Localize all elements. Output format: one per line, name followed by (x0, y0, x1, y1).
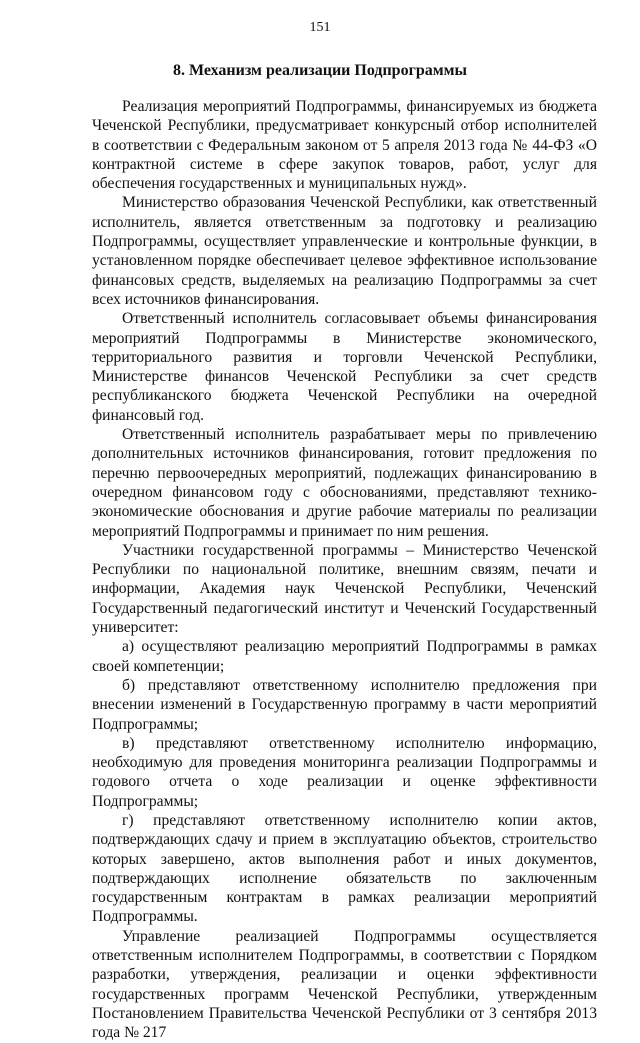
paragraph-financing-approval: Ответственный исполнитель согласовывает объемы финансирования мероприятий Подпрограммы в Министерстве экономического, территориального развития и торговли Чеченской Республики, Министерстве финансов Чеченской Республики за счет средств республиканского бюджета Чеченской Республики на очередной финансовый год. (92, 310, 597, 424)
list-item-a: а) осуществляют реализацию мероприятий Подпрограммы в рамках своей компетенции; (92, 638, 597, 675)
paragraph-management: Управление реализацией Подпрограммы осуществляется ответственным исполнителем Подпрограммы, в соответствии с Порядком разработки, утверждения, реализации и оценки эффективности государственных программ Чеченской Республики, утвержденным Постановлением Правительства Чеченской Республики от 3 сентября 2013 года № 217 (92, 927, 597, 1042)
document-body (92, 97, 597, 1043)
paragraph-additional-sources: Ответственный исполнитель разрабатывает меры по привлечению дополнительных источников финансирования, готовит предложения по перечню первоочередных мероприятий, подлежащих финансированию в очередном финансовом году с обоснованиями, представляют технико-экономические обоснования и другие рабочие материалы по реализации мероприятий Подпрограммы и принимает по ним решения. (92, 426, 597, 540)
paragraph-procurement: Реализация мероприятий Подпрограммы, финансируемых из бюджета Чеченской Республики, предусматривает конкурсный отбор исполнителей в соответствии с Федеральным законом от 5 апреля 2013 года № 44-ФЗ «О контрактной системе в сфере закупок товаров, работ, услуг для обеспечения государственных и муниципальных нужд». (92, 98, 597, 193)
paragraph-ministry-education: Министерство образования Чеченской Республики, как ответственный исполнитель, является ответственным за подготовку и реализацию Подпрограммы, осуществляет управленческие и контрольные функции, в установленном порядке обеспечивает целевое эффективное использование финансовых средств, выделяемых на реализацию Подпрограммы за счет всех источников финансирования. (92, 194, 597, 308)
list-item-v: в) представляют ответственному исполнителю информацию, необходимую для проведения мониторинга реализации Подпрограммы и годового отчета о ходе реализации и оценке эффективности Подпрограммы; (92, 734, 597, 810)
list-item-b: б) представляют ответственному исполнителю предложения при внесении изменений в Государственную программу в части мероприятий Подпрограммы; (92, 676, 597, 733)
list-item-g: г) представляют ответственному исполнителю копии актов, подтверждающих сдачу и прием в эксплуатацию объектов, строительство которых завершено, актов выполнения работ и иных документов, подтверждающих исполнение обязательств по заключенным государственным контрактам в рамках реализации мероприятий Подпрограммы. (92, 811, 597, 926)
paragraph-participants: Участники государственной программы – Министерство Чеченской Республики по национальной политике, внешним связям, печати и информации, Академия наук Чеченской Республики, Чеченский Государственный педагогический институт и Чеченский Государственный университет: (92, 541, 597, 637)
section-title: 8. Механизм реализации Подпрограммы (172, 62, 468, 79)
page-number: 151 (309, 20, 331, 35)
